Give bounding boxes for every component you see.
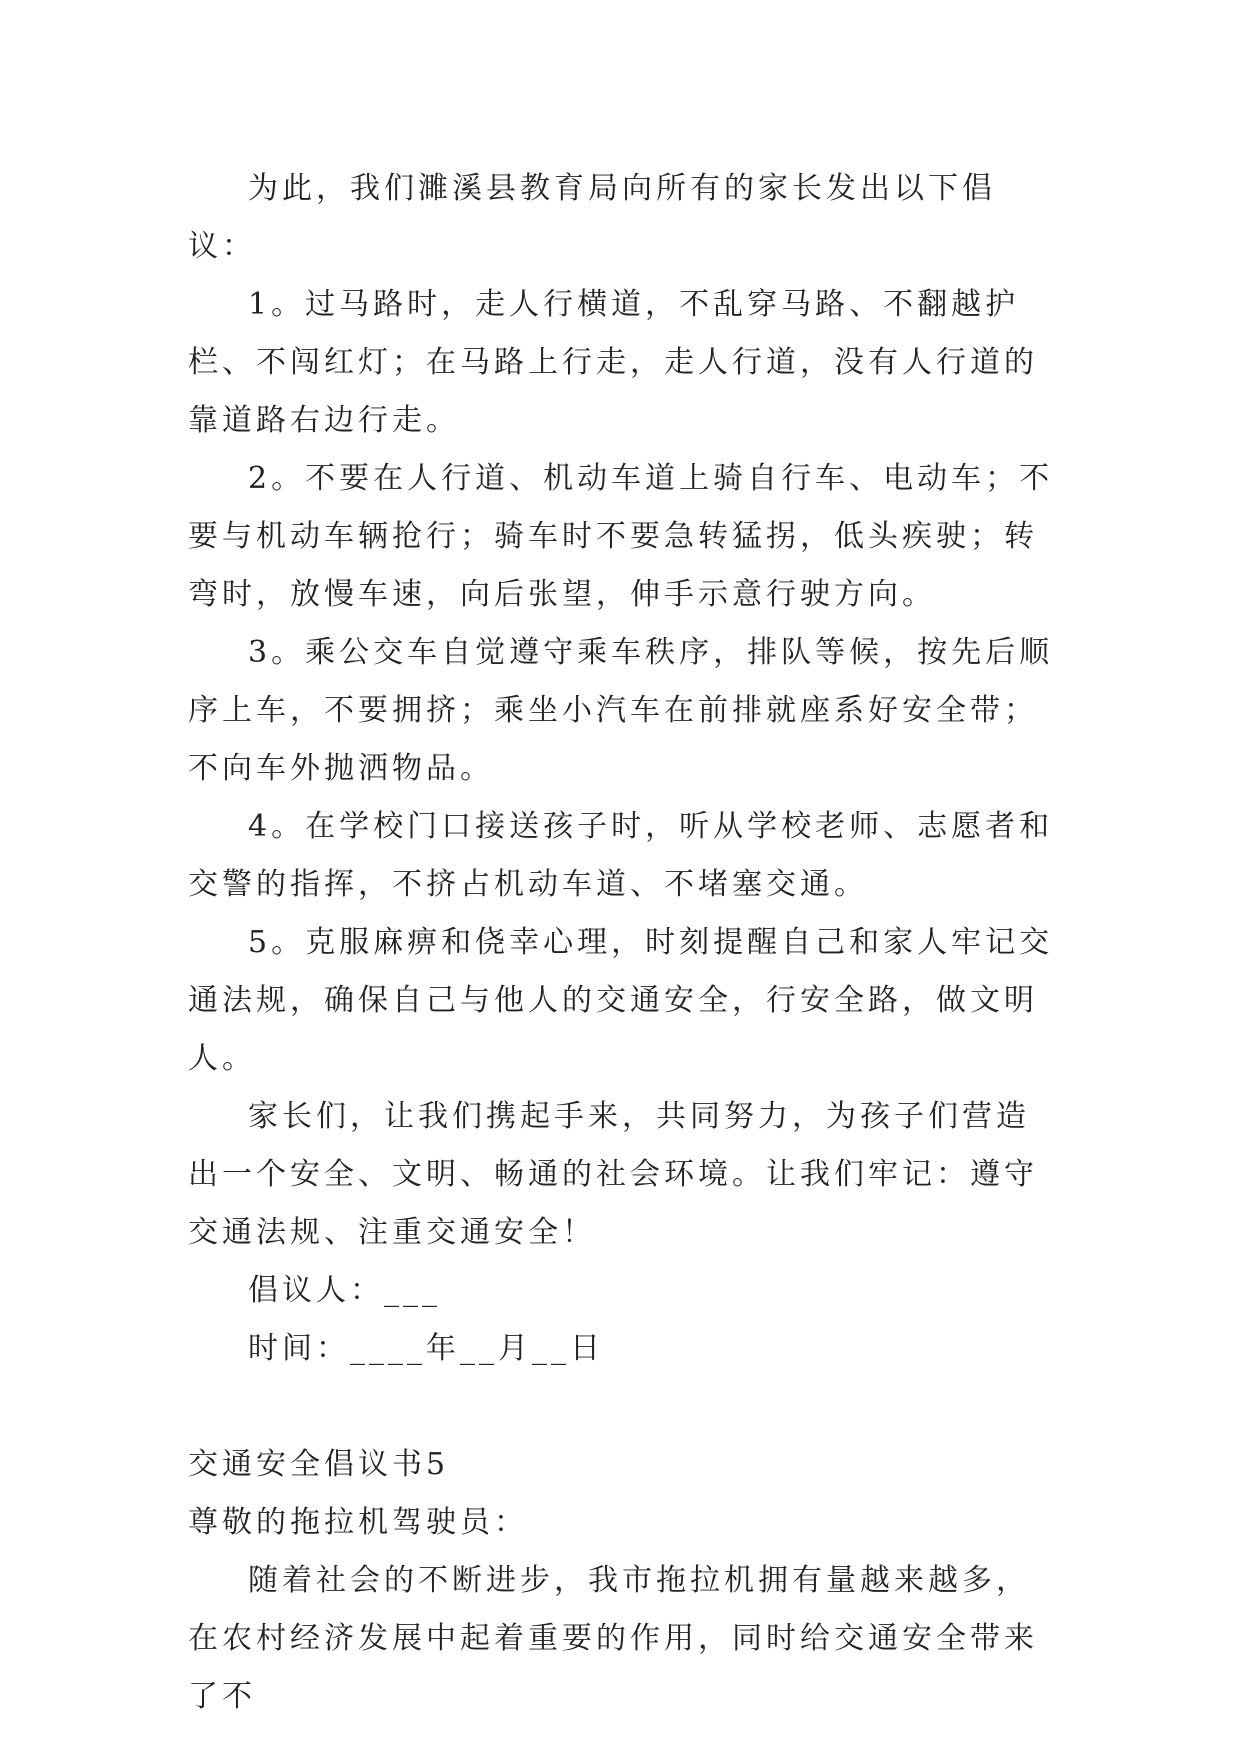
proposal-item-2: 2。不要在人行道、机动车道上骑自行车、电动车；不要与机动车辆抢行；骑车时不要急转猛拐，低头疾驶；转弯时，放慢车速，向后张望，伸手示意行驶方向。 — [188, 461, 1054, 612]
signature-proposer: 倡议人：___ — [248, 1273, 441, 1308]
proposal-item-4: 4。在学校门口接送孩子时，听从学校老师、志愿者和交警的指挥，不挤占机动车道、不堵塞交通。 — [188, 809, 1054, 902]
section-title: 交通安全倡议书5 — [188, 1447, 450, 1482]
document-body — [188, 160, 1058, 1726]
salutation: 尊敬的拖拉机驾驶员： — [188, 1505, 528, 1540]
proposal-item-1: 1。过马路时，走人行横道，不乱穿马路、不翻越护栏、不闯红灯；在马路上行走，走人行道，没有人行道的靠道路右边行走。 — [188, 287, 1038, 438]
signature-date: 时间：____年__月__日 — [248, 1331, 604, 1366]
proposal-item-5: 5。克服麻痹和侥幸心理，时刻提醒自己和家人牢记交通法规，确保自己与他人的交通安全，行安全路，做文明人。 — [188, 925, 1054, 1076]
section-spacer — [188, 1378, 1058, 1436]
proposal-item-3: 3。乘公交车自觉遵守乘车秩序，排队等候，按先后顺序上车，不要拥挤；乘坐小汽车在前排就座系好安全带；不向车外抛洒物品。 — [188, 635, 1054, 786]
body-paragraph: 随着社会的不断进步，我市拖拉机拥有量越来越多，在农村经济发展中起着重要的作用，同时给交通安全带来了不 — [188, 1563, 1038, 1714]
proposal-intro: 为此，我们濉溪县教育局向所有的家长发出以下倡议： — [188, 171, 996, 264]
closing-appeal: 家长们，让我们携起手来，共同努力，为孩子们营造出一个安全、文明、畅通的社会环境。让我们牢记：遵守交通法规、注重交通安全！ — [188, 1099, 1038, 1250]
